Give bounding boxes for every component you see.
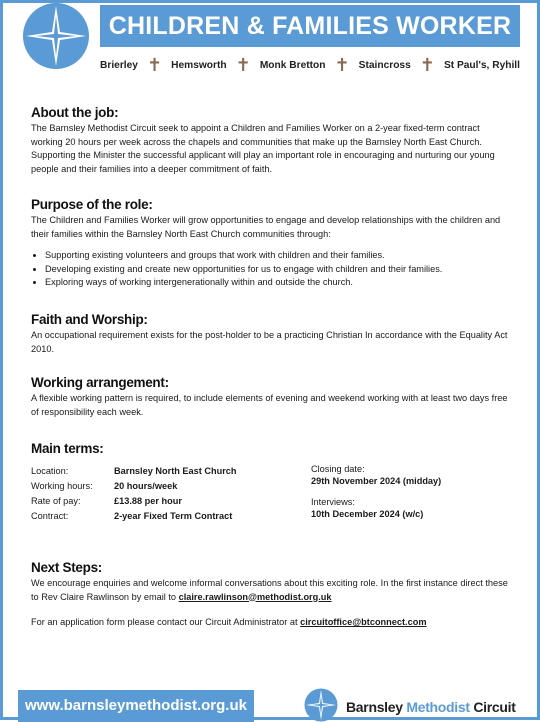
next-text	[31, 577, 511, 604]
purpose-text: The Children and Families Worker will grow opportunities to engage and develop relationships with the children and their families within the Barnsley North East Church communities through:	[31, 215, 501, 239]
list-item: • Exploring ways of working intergenerationally within and outside the church.	[45, 276, 511, 290]
next-heading: Next Steps:	[31, 560, 102, 575]
purpose-section	[31, 196, 511, 290]
purpose-heading: Purpose of the role:	[31, 197, 153, 212]
brand-part-3: Circuit	[469, 699, 516, 715]
term-value: 20 hours/week	[114, 481, 178, 491]
faith-section	[31, 311, 511, 356]
about-text: The Barnsley Methodist Circuit seek to appoint a Children and Families Worker on a 2-year fixed-term contract working 20 hours per week across the chapels and communities that make up the Barnsley North East Church. Supporting the Minister the successful applicant will play an important role in encouraging and nurturing our young people and their families into a deeper commitment of faith.	[31, 123, 495, 174]
list-item: • Supporting existing volunteers and groups that work with children and their families.	[45, 249, 511, 263]
terms-table	[31, 466, 511, 536]
church-name: Hemsworth	[171, 59, 227, 71]
cross-icon: ✝	[235, 55, 251, 75]
working-section	[31, 374, 511, 419]
next-text-1: We encourage enquiries and welcome informal conversations about this exciting role. In the first instance direct these to Rev Claire Rawlinson by email to	[31, 578, 508, 602]
church-name: St Paul's, Ryhill	[443, 59, 520, 71]
interviews-date	[311, 496, 423, 520]
page-title: CHILDREN & FAMILIES WORKER	[100, 5, 520, 47]
term-label: Contract:	[31, 511, 69, 521]
terms-section	[31, 440, 511, 458]
church-name: Staincross	[358, 59, 411, 71]
term-label: Location:	[31, 466, 69, 476]
term-value: 2-year Fixed Term Contract	[114, 511, 233, 521]
church-name: Monk Bretton	[259, 59, 326, 71]
faith-text: An occupational requirement exists for the post-holder to be a practicing Christian In accordance with the Equality Act 2010.	[31, 330, 508, 354]
closing-date	[311, 463, 441, 487]
methodist-logo-icon	[22, 2, 90, 70]
closing-value: 29th November 2024 (midday)	[311, 476, 442, 486]
term-label: Working hours:	[31, 481, 93, 491]
closing-label: Closing date:	[311, 464, 365, 474]
next-steps-section	[31, 559, 511, 630]
purpose-list	[31, 249, 511, 290]
church-list	[100, 52, 520, 78]
cross-icon: ✝	[334, 55, 350, 75]
next-text-2: For an application form please contact our Circuit Administrator at	[31, 617, 298, 627]
interviews-value: 10th December 2024 (w/c)	[311, 509, 424, 519]
terms-heading: Main terms:	[31, 441, 104, 456]
brand-part-1: Barnsley	[346, 699, 407, 715]
term-value: £13.88 per hour	[114, 496, 182, 506]
email-link-office[interactable]: circuitoffice@btconnect.com	[300, 617, 427, 627]
faith-heading: Faith and Worship:	[31, 312, 148, 327]
interviews-label: Interviews:	[311, 497, 355, 507]
list-item: • Developing existing and create new opportunities for us to engage with children and their families.	[45, 263, 511, 277]
church-name: Brierley	[100, 59, 138, 71]
next-text-2-paragraph	[31, 616, 511, 630]
methodist-logo-icon	[304, 688, 338, 722]
cross-icon: ✝	[419, 55, 435, 75]
brand-part-2: Methodist	[406, 699, 470, 715]
about-section	[31, 104, 511, 176]
website-link[interactable]: www.barnsleymethodist.org.uk	[18, 690, 254, 722]
term-value: Barnsley North East Church	[114, 466, 237, 476]
about-heading: About the job:	[31, 105, 119, 120]
footer-brand	[346, 699, 516, 715]
working-heading: Working arrangement:	[31, 375, 169, 390]
working-text: A flexible working pattern is required, to include elements of evening and weekend working with at least two days free of responsibility each week.	[31, 393, 508, 417]
cross-icon: ✝	[147, 55, 163, 75]
term-label: Rate of pay:	[31, 496, 81, 506]
email-link-claire[interactable]: claire.rawlinson@methodist.org.uk	[178, 591, 332, 602]
